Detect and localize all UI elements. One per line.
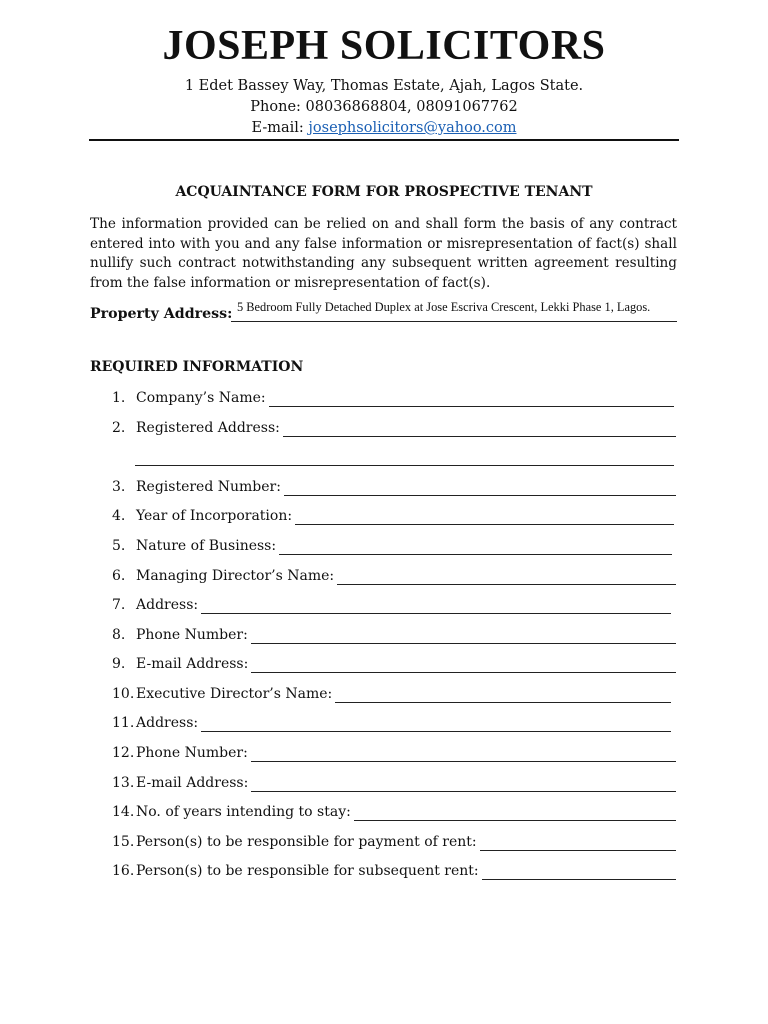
item-answer-line[interactable]	[251, 643, 676, 644]
item-number: 3.	[112, 479, 126, 495]
intro-paragraph: The information provided can be relied on and shall form the basis of any contract entered into with you and any false information or misrepresentation of fact(s) shall nullify such contract notwithstanding any subsequent written agreement resulting from the false information or misrepresentation of fact(s).	[90, 216, 677, 292]
item-answer-line[interactable]	[480, 850, 676, 851]
item-answer-line[interactable]	[295, 524, 674, 525]
item-number: 5.	[112, 538, 126, 554]
item-answer-line[interactable]	[284, 495, 676, 496]
email-link[interactable]: josephsolicitors@yahoo.com	[308, 120, 517, 136]
item-number: 15.	[112, 834, 135, 850]
required-information-heading: REQUIRED INFORMATION	[90, 359, 304, 375]
item-label: Address:	[136, 715, 199, 731]
form-item	[112, 775, 676, 795]
form-item	[112, 627, 676, 647]
item-label: Person(s) to be responsible for payment of rent:	[136, 834, 477, 850]
item-label: Company’s Name:	[136, 390, 266, 406]
item-answer-line[interactable]	[201, 613, 671, 614]
item-label: E-mail Address:	[136, 656, 249, 672]
item-number: 12.	[112, 745, 135, 761]
form-item	[112, 656, 676, 676]
item-answer-line[interactable]	[251, 672, 676, 673]
property-address-line[interactable]	[231, 321, 677, 322]
item-number: 9.	[112, 656, 126, 672]
item-label: Phone Number:	[136, 745, 248, 761]
form-item	[112, 834, 676, 854]
item-number: 1.	[112, 390, 126, 406]
form-item	[112, 863, 676, 883]
item-label: No. of years intending to stay:	[136, 804, 351, 820]
item-answer-line[interactable]	[283, 436, 676, 437]
form-item	[112, 715, 671, 735]
item-answer-line[interactable]	[337, 584, 676, 585]
item-answer-line[interactable]	[201, 731, 671, 732]
letterhead-divider	[89, 139, 679, 141]
property-address-label: Property Address:	[90, 306, 233, 322]
item-label: Person(s) to be responsible for subsequent rent:	[136, 863, 479, 879]
item-label: Nature of Business:	[136, 538, 277, 554]
form-item	[112, 597, 671, 617]
form-title: ACQUAINTANCE FORM FOR PROSPECTIVE TENANT	[175, 184, 593, 200]
item-label: Year of Incorporation:	[136, 508, 293, 524]
email-label: E-mail:	[251, 120, 309, 136]
form-item	[112, 390, 674, 410]
item-number: 10.	[112, 686, 135, 702]
item-answer-line[interactable]	[354, 820, 676, 821]
item-label: E-mail Address:	[136, 775, 249, 791]
firm-email-line	[0, 118, 768, 138]
form-item	[112, 804, 676, 824]
item-number: 7.	[112, 597, 126, 613]
item-label: Executive Director’s Name:	[136, 686, 333, 702]
item-answer-line[interactable]	[269, 406, 674, 407]
item-number: 6.	[112, 568, 126, 584]
item-label: Registered Number:	[136, 479, 281, 495]
form-item	[112, 508, 674, 528]
registered-address-continuation-line[interactable]	[135, 449, 674, 469]
item-number: 16.	[112, 863, 135, 879]
item-answer-line[interactable]	[251, 791, 676, 792]
item-answer-line[interactable]	[251, 761, 676, 762]
item-number: 8.	[112, 627, 126, 643]
item-label: Registered Address:	[136, 420, 280, 436]
item-answer-line[interactable]	[135, 465, 674, 466]
item-number: 2.	[112, 420, 126, 436]
item-answer-line[interactable]	[279, 554, 672, 555]
item-number: 14.	[112, 804, 135, 820]
form-item	[112, 745, 676, 765]
firm-phone: Phone: 08036868804, 08091067762	[250, 99, 518, 115]
firm-address: 1 Edet Bassey Way, Thomas Estate, Ajah, Lagos State.	[184, 78, 584, 94]
form-item	[112, 686, 671, 706]
form-item	[112, 420, 676, 440]
item-label: Address:	[136, 597, 199, 613]
item-number: 11.	[112, 715, 135, 731]
firm-name: JOSEPH SOLICITORS	[162, 23, 606, 69]
item-label: Phone Number:	[136, 627, 248, 643]
item-label: Managing Director’s Name:	[136, 568, 335, 584]
form-item	[112, 479, 676, 499]
form-item	[112, 538, 672, 558]
item-number: 13.	[112, 775, 135, 791]
item-answer-line[interactable]	[335, 702, 671, 703]
form-item	[112, 568, 676, 588]
property-address-field	[90, 300, 677, 326]
item-answer-line[interactable]	[482, 879, 676, 880]
item-number: 4.	[112, 508, 126, 524]
property-address-value: 5 Bedroom Fully Detached Duplex at Jose Escriva Crescent, Lekki Phase 1, Lagos.	[237, 300, 651, 314]
